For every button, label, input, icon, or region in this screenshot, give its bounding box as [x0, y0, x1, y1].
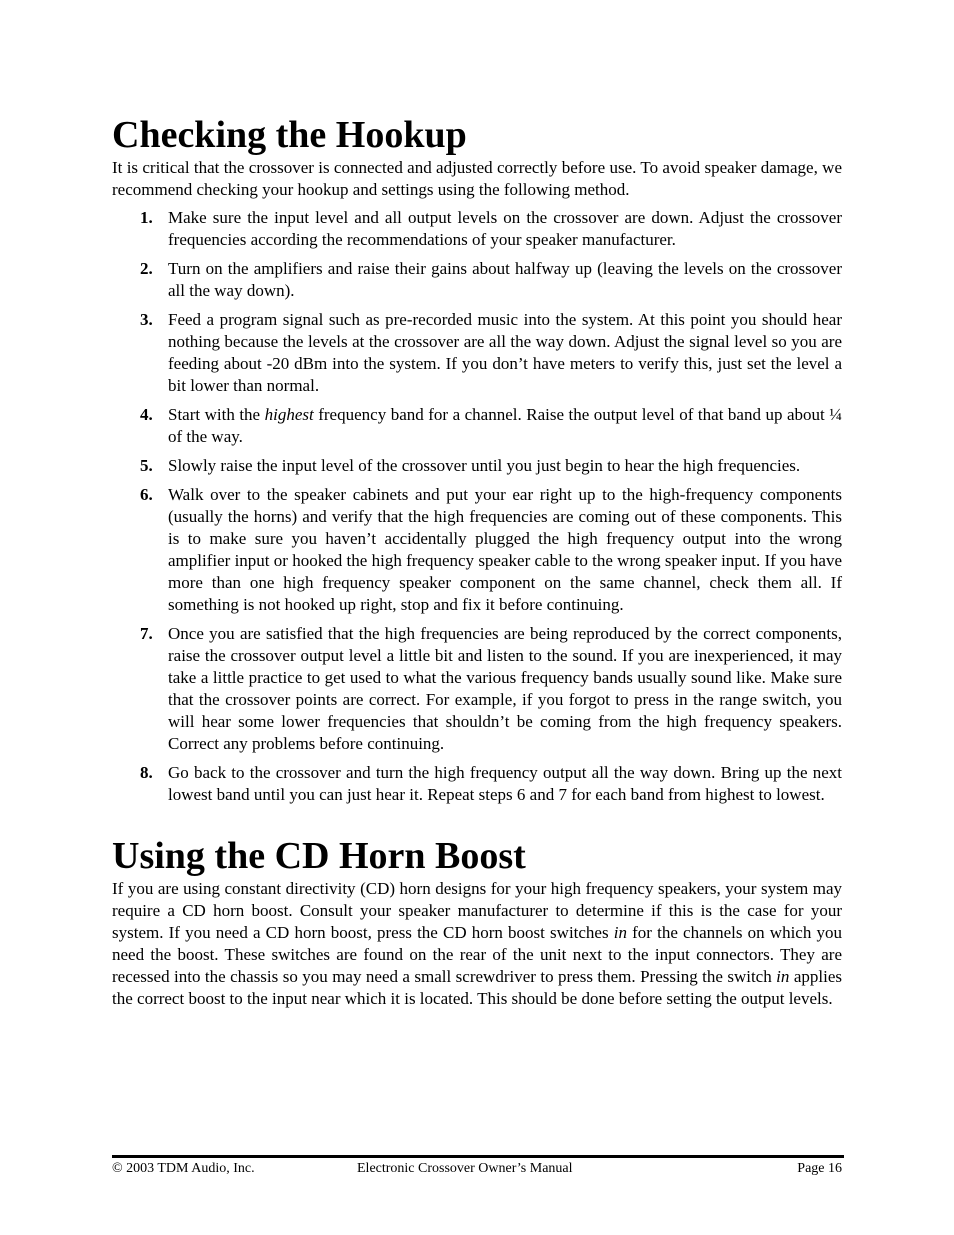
list-item: [112, 762, 842, 806]
list-item: [112, 207, 842, 251]
intro-paragraph: It is critical that the crossover is connected and adjusted correctly before use. To avoid speaker damage, we recommend checking your hookup and settings using the following method.: [112, 158, 842, 199]
footer-manual-title: Electronic Crossover Owner’s Manual: [357, 1161, 573, 1176]
steps-list: [112, 207, 842, 806]
step-number: 4.: [140, 405, 153, 424]
step-number: 3.: [140, 310, 153, 329]
step-text-post: frequency band for a channel. Raise the output level of that band up about ¼ of the way.: [168, 405, 843, 446]
step-text: Go back to the crossover and turn the high frequency output all the way down. Bring up the next lowest band until you can just hear it. Repeat steps 6 and 7 for each band from highest to lowest.: [168, 763, 842, 804]
step-text: Feed a program signal such as pre-recorded music into the system. At this point you should hear nothing because the levels at the crossover are all the way down. Adjust the signal level so you are feeding about -20 dBm into the system. If you don’t have meters to verify this, just set the level a bit lower than normal.: [168, 310, 842, 395]
paragraph-text-a: If you are using constant directivity (CD) horn designs for your high frequency speakers, your system may require a CD horn boost. Consult your speaker manufacturer to determine if this is the case for your system. If you need a CD horn boost, press the CD horn boost switches: [112, 879, 842, 942]
step-text: Walk over to the speaker cabinets and put your ear right up to the high-frequency components (usually the horns) and verify that the high frequencies are coming out of these components. This is to make sure you haven’t accidentally plugged the high frequency output into the wrong amplifier input or hooked the high frequency speaker cable to the wrong speaker input. If you have more than one high frequency speaker component on the same channel, check them all. If something is not hooked up right, stop and fix it before continuing.: [168, 485, 842, 614]
step-text: Turn on the amplifiers and raise their gains about halfway up (leaving the levels on the crossover all the way down).: [168, 259, 842, 300]
paragraph-emphasis-in: in: [613, 923, 627, 942]
step-text: Make sure the input level and all output levels on the crossover are down. Adjust the crossover frequencies according the recommendations of your speaker manufacturer.: [168, 208, 842, 249]
step-number: 6.: [140, 485, 153, 504]
cd-horn-boost-paragraph: [112, 878, 842, 1010]
step-text-pre: Start with the: [168, 405, 265, 424]
step-number: 8.: [140, 763, 153, 782]
list-item: [112, 258, 842, 302]
cd-horn-boost-section: [112, 834, 842, 1010]
step-emphasis: highest: [264, 405, 314, 424]
step-number: 5.: [140, 456, 153, 475]
list-item: [112, 404, 842, 448]
list-item: [112, 455, 842, 477]
page-footer: [112, 1161, 842, 1179]
step-text: Slowly raise the input level of the crossover until you just begin to hear the high frequencies.: [168, 456, 801, 475]
footer-copyright: © 2003 TDM Audio, Inc.: [112, 1161, 255, 1176]
paragraph-text-b: for the channels on which you need the boost. These switches are found on the rear of the unit next to the input connectors. They are recessed into the chassis so you may need a small screwdriver to press them. Pressing the switch: [112, 923, 842, 986]
footer-divider: [112, 1155, 844, 1158]
paragraph-emphasis-in: in: [776, 967, 790, 986]
list-item: [112, 484, 842, 616]
section-heading-checking-hookup: Checking the Hookup: [112, 114, 467, 156]
section-heading-cd-horn-boost: Using the CD Horn Boost: [112, 835, 526, 877]
document-page: [112, 113, 842, 1010]
step-text: Once you are satisfied that the high frequencies are being reproduced by the correct components, raise the crossover output level a little bit and listen to the sound. If you are inexperienced, it may take a little practice to get used to what the various frequency bands usually sound like. Make sure that the crossover points are correct. For example, if you forgot to press in the range switch, you will hear some lower frequencies that shouldn’t be coming from the high frequency speakers. Correct any problems before continuing.: [168, 624, 842, 753]
paragraph-text-c: applies the correct boost to the input near which it is located. This should be done before setting the output levels.: [112, 967, 842, 1008]
step-number: 2.: [140, 259, 153, 278]
step-number: 7.: [140, 624, 153, 643]
step-number: 1.: [140, 208, 153, 227]
list-item: [112, 309, 842, 397]
list-item: [112, 623, 842, 755]
footer-page-number: Page 16: [797, 1161, 842, 1176]
